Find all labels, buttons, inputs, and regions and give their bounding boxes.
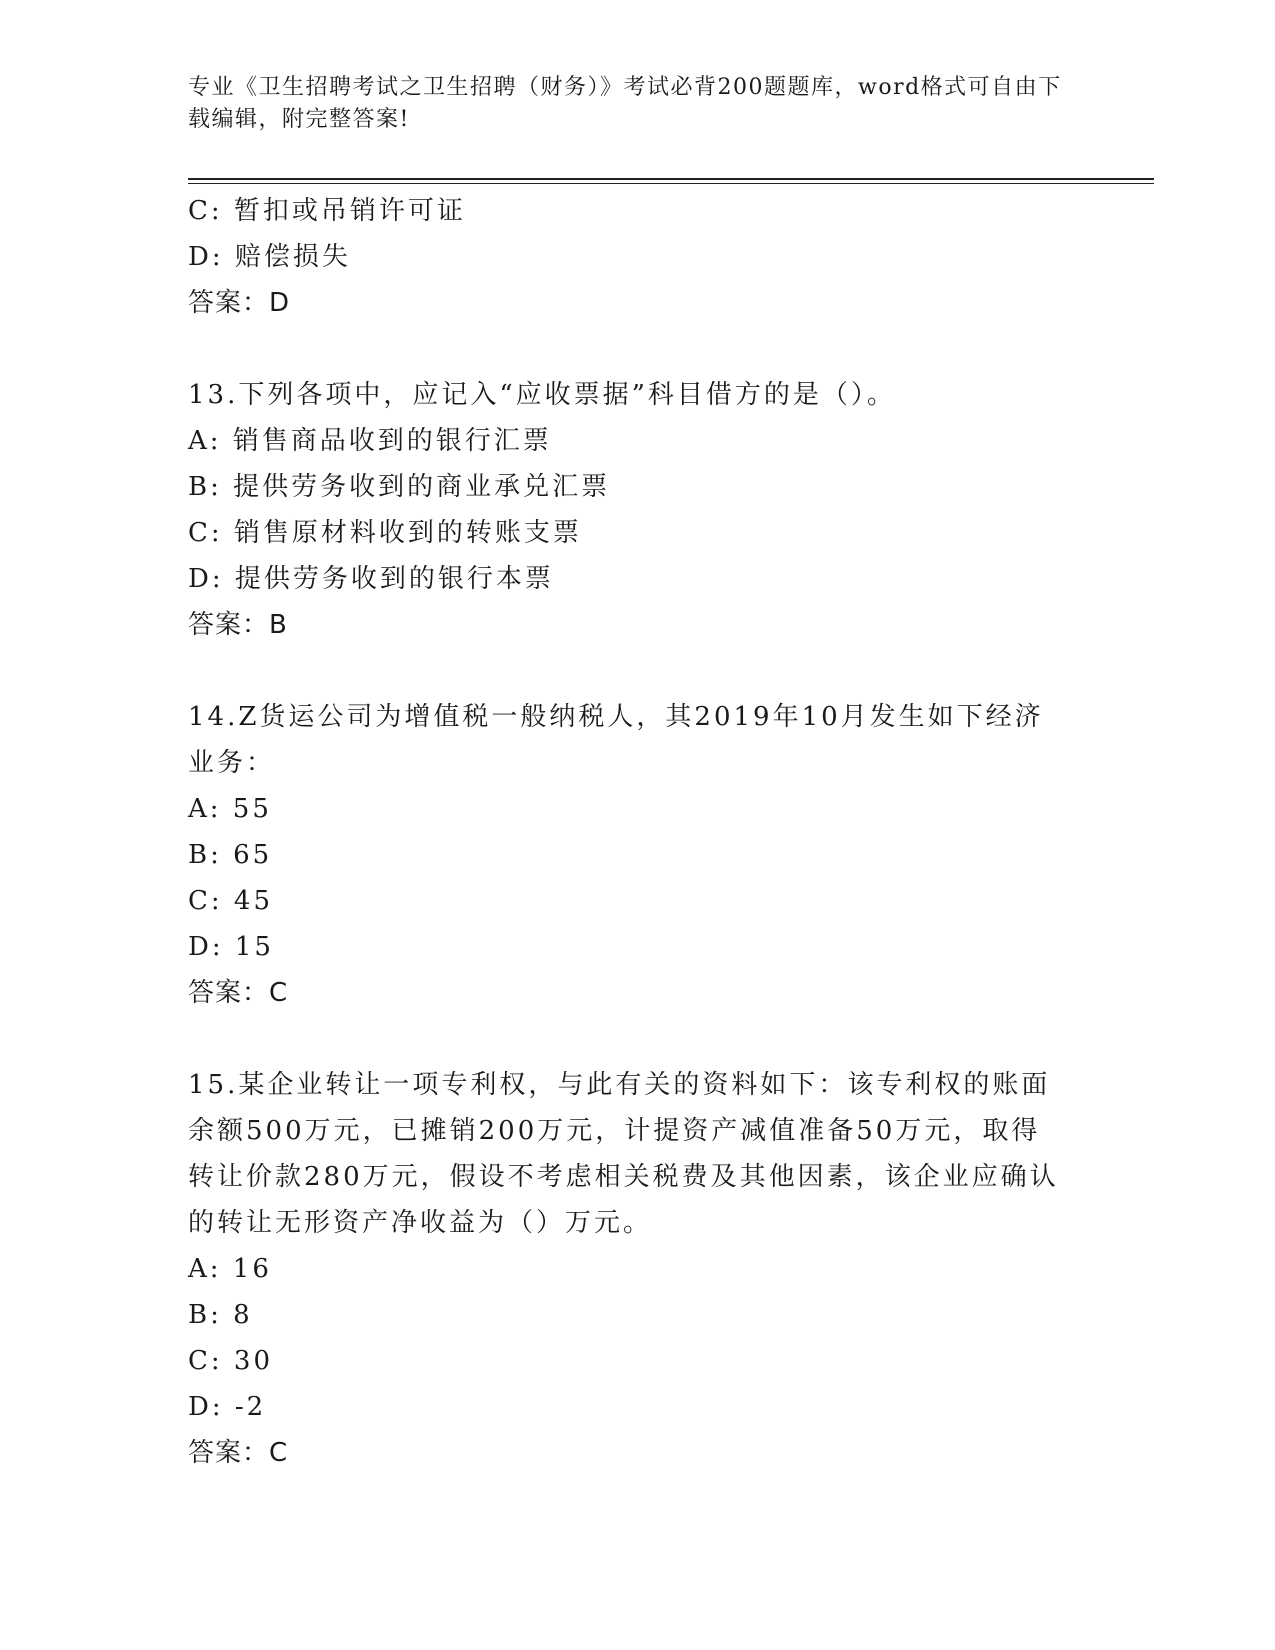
- answer-line: 答案：D: [188, 288, 291, 318]
- option-c: C: 45: [188, 886, 274, 916]
- option-c: C: 30: [188, 1346, 274, 1376]
- option-c: C: 销售原材料收到的转账支票: [188, 518, 582, 548]
- header-divider-thin: [188, 183, 1154, 184]
- option-d: D: -2: [188, 1392, 267, 1422]
- document-header: 专业《卫生招聘考试之卫生招聘（财务）》考试必背200题题库，word格式可自由下载编辑，附完整答案!: [188, 75, 1062, 132]
- spacer: [188, 1016, 1088, 1062]
- option-c: C: 暂扣或吊销许可证: [188, 196, 466, 226]
- answer-line: 答案：C: [188, 978, 289, 1008]
- option-d: D: 赔偿损失: [188, 242, 351, 272]
- question-15-stem: 15.某企业转让一项专利权，与此有关的资料如下：该专利权的账面余额500万元，已摊销200万元，计提资产减值准备50万元，取得转让价款280万元，假设不考虑相关税费及其他因素，该企业应确认的转让无形资产净收益为（）万元。: [188, 1070, 1059, 1238]
- spacer: [188, 648, 1088, 694]
- question-13-stem: 13.下列各项中，应记入“应收票据”科目借方的是（）。: [188, 380, 896, 410]
- header-divider: [188, 178, 1154, 180]
- option-d: D: 15: [188, 932, 274, 962]
- option-b: B: 8: [188, 1300, 253, 1330]
- option-a: A: 销售商品收到的银行汇票: [188, 426, 552, 456]
- option-a: A: 16: [188, 1254, 272, 1284]
- option-a: A: 55: [188, 794, 272, 824]
- option-b: B: 65: [188, 840, 273, 870]
- spacer: [188, 326, 1088, 372]
- option-d: D: 提供劳务收到的银行本票: [188, 564, 554, 594]
- question-14-stem: 14.Z货运公司为增值税一般纳税人，其2019年10月发生如下经济业务：: [188, 702, 1044, 778]
- option-b: B: 提供劳务收到的商业承兑汇票: [188, 472, 611, 502]
- question-body: [188, 188, 1088, 1476]
- answer-line: 答案：B: [188, 610, 288, 640]
- answer-line: 答案：C: [188, 1438, 289, 1468]
